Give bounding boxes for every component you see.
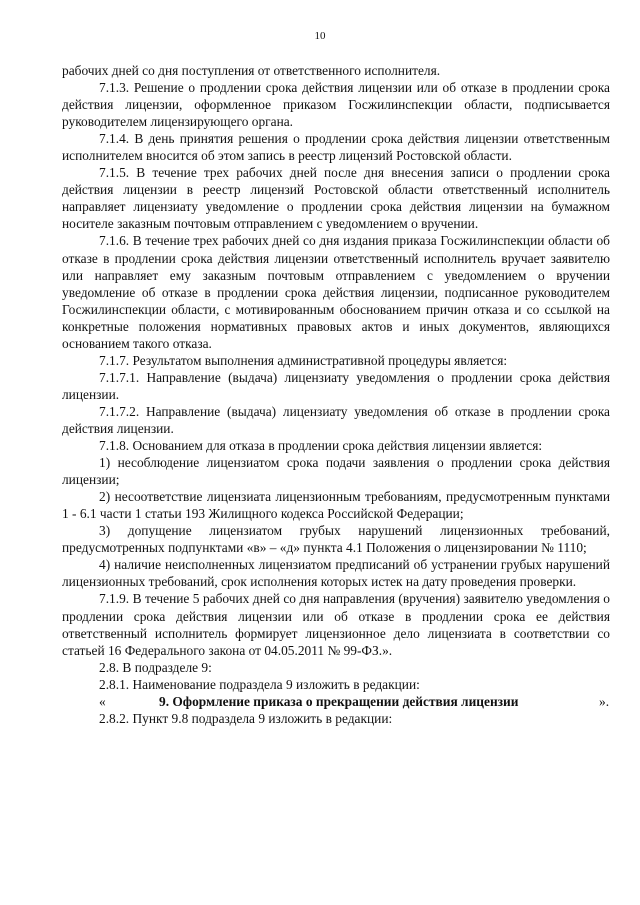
paragraph-7-1-5: 7.1.5. В течение трех рабочих дней после дня внесения записи о продлении срока действия лицензии в реестр лицензий Ростовской области ответственный исполнитель направляет лицензиату уведомление о продлении срока действия лицензии на бумажном носителе заказным почтовым отправлением с уведомлением о вручении. <box>62 165 610 232</box>
section-9-title: 9. Оформление приказа о прекращении действия лицензии <box>159 693 519 709</box>
list-item-1: 1) несоблюдение лицензиатом срока подачи заявления о продлении срока действия лицензии; <box>62 455 610 488</box>
list-item-3: 3) допущение лицензиатом грубых нарушений лицензионных требований, предусмотренных подпунктами «в» – «д» пункта 4.1 Положения о лицензировании № 1110; <box>62 523 610 556</box>
document-body <box>62 62 610 727</box>
paragraph-7-1-4: 7.1.4. В день принятия решения о продлении срока действия лицензии ответственным исполнителем вносится об этом запись в реестр лицензий Ростовской области. <box>62 131 610 164</box>
paragraph-7-1-3: 7.1.3. Решение о продлении срока действия лицензии или об отказе в продлении срока действия лицензии, оформленное приказом Госжилинспекции области, подписывается руководителем лицензирующего органа. <box>62 80 610 130</box>
quote-close-mark: ». <box>599 693 610 709</box>
paragraph-7-1-9: 7.1.9. В течение 5 рабочих дней со дня направления (вручения) заявителю уведомления о продлении срока действия лицензии или об отказе в продлении срока ее действия ответственный исполнитель формирует лицензионное дело лицензиата в соответствии со статьей 16 Федерального закона от 04.05.2011 № 99-ФЗ.». <box>62 591 610 658</box>
paragraph-2-8-1: 2.8.1. Наименование подраздела 9 изложить в редакции: <box>99 676 420 692</box>
paragraph-7-1-7: 7.1.7. Результатом выполнения административной процедуры является: <box>99 352 508 368</box>
page-number: 10 <box>314 30 326 42</box>
list-item-2: 2) несоответствие лицензиата лицензионным требованиям, предусмотренным пунктами 1 - 6.1 части 1 статьи 193 Жилищного кодекса Российской Федерации; <box>62 489 610 522</box>
paragraph-continuation: рабочих дней со дня поступления от ответственного исполнителя. <box>62 63 441 78</box>
paragraph-7-1-7-2: 7.1.7.2. Направление (выдача) лицензиату уведомления об отказе в продлении срока действия лицензии. <box>62 403 610 436</box>
quoted-section-title <box>62 693 610 710</box>
paragraph-2-8-2: 2.8.2. Пункт 9.8 подраздела 9 изложить в редакции: <box>99 710 393 726</box>
paragraph-2-8: 2.8. В подразделе 9: <box>99 659 212 675</box>
quote-open-mark: « <box>99 693 106 709</box>
paragraph-7-1-7-1: 7.1.7.1. Направление (выдача) лицензиату уведомления о продлении срока действия лицензии. <box>62 369 610 402</box>
list-item-4: 4) наличие неисполненных лицензиатом предписаний об устранении грубых нарушений лицензионных требований, срок исполнения которых истек на дату проведения проверки. <box>62 557 610 590</box>
paragraph-7-1-6: 7.1.6. В течение трех рабочих дней со дня издания приказа Госжилинспекции области об отказе в продлении срока действия лицензии ответственный исполнитель вручает заявителю или направляет ему заказным почтовым отправлением с уведомлением о вручении уведомление об отказе в продлении срока действия лицензии, подписанное руководителем Госжилинспекции области, с мотивированным обоснованием причин отказа и со ссылкой на конкретные положения нормативных правовых актов и иных документов, являющихся основанием такого отказа. <box>62 233 610 351</box>
paragraph-7-1-8: 7.1.8. Основанием для отказа в продлении срока действия лицензии является: <box>99 438 543 454</box>
